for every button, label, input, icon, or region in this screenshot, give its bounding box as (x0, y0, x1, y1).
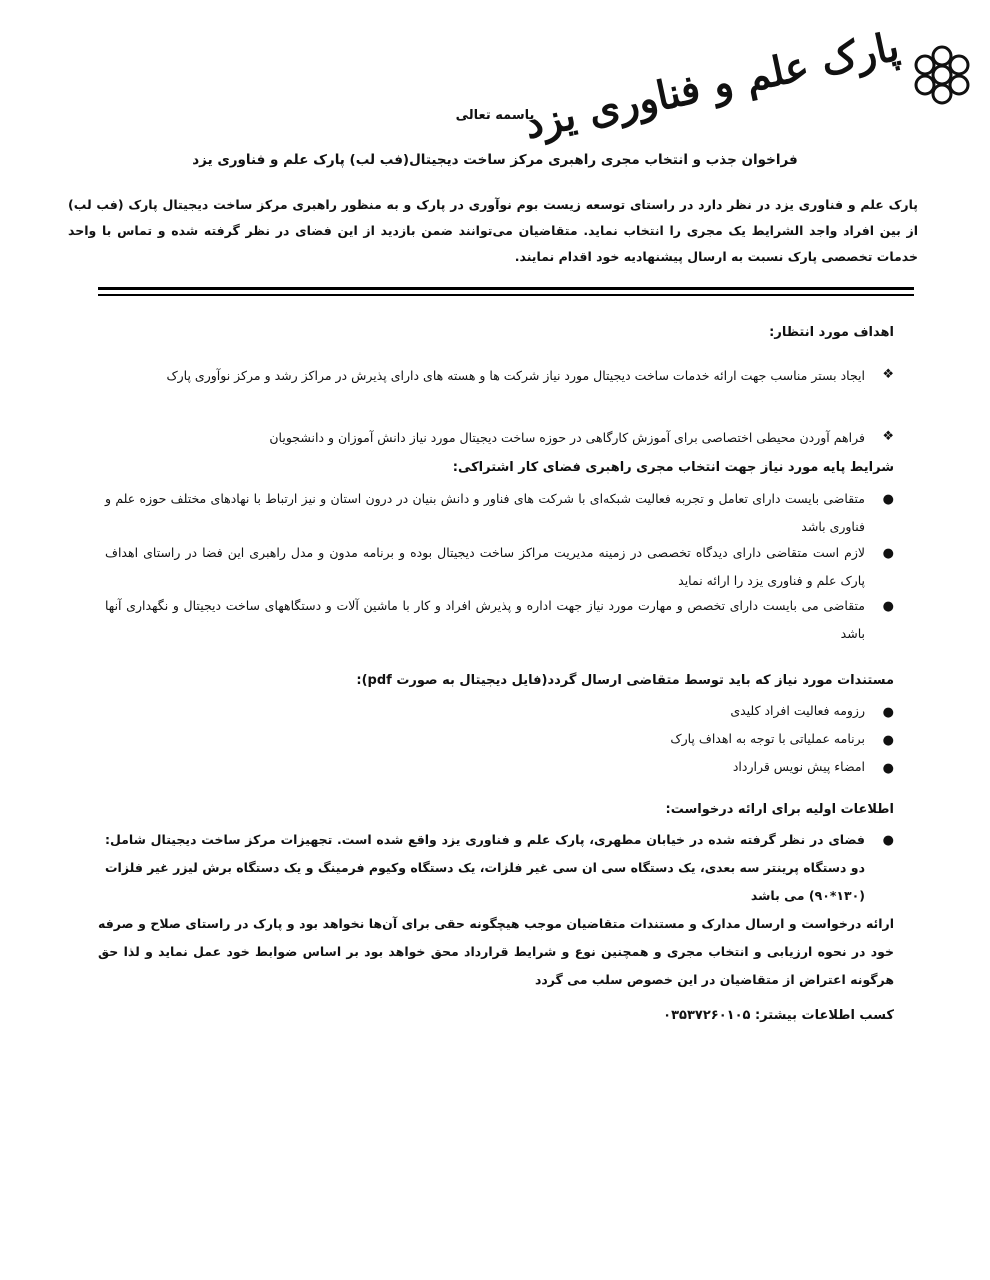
goals-heading: اهداف مورد انتظار: (769, 325, 894, 340)
dot-bullet-icon: ● (882, 833, 894, 848)
condition-item: متقاضی بایست دارای تعامل و تجربه فعالیت شبکه‌ای با شرکت های فناور و دانش بنیان در درون استان و نیز ارتباط با نهادهای مختلف حوزه علم و فناوری باشد (105, 491, 865, 534)
conditions-heading: شرایط پایه مورد نیاز جهت انتخاب مجری راهبری فضای کار اشتراکی: (452, 460, 894, 475)
goal-item: ایجاد بستر مناسب جهت ارائه خدمات ساخت دیجیتال مورد نیاز شرکت ها و هسته های دارای پذیرش در مراکز رشد و مرکز نوآوری پارک (166, 368, 865, 383)
divider-thin (98, 294, 914, 296)
flower-logo-icon (909, 42, 975, 108)
dot-bullet-icon: ● (882, 599, 894, 614)
dot-bullet-icon: ● (882, 705, 894, 720)
document-item: رزومه فعالیت افراد کلیدی (730, 703, 865, 718)
info-item: فضای در نظر گرفته شده در خیابان مطهری، پارک علم و فناوری یزد واقع شده است. تجهیزات مرکز ساخت دیجیتال شامل: دو دستگاه پرینتر سه بعدی، یک دستگاه سی ان سی غیر فلزات، یک دستگاه وکیوم فرمینگ و یک دستگاه برش لیزر غیر فلزات (۱۳۰*۹۰) می باشد (105, 832, 865, 903)
goal-item: فراهم آوردن محیطی اختصاصی برای آموزش کارگاهی در حوزه ساخت دیجیتال مورد نیاز دانش آموزان و دانشجویان (269, 430, 865, 445)
bismillah: باسمه تعالی (455, 108, 535, 123)
dot-bullet-icon: ● (882, 733, 894, 748)
document-item: امضاء پیش نویس قرارداد (732, 759, 865, 774)
info-heading: اطلاعات اولیه برای ارائه درخواست: (665, 802, 894, 817)
diamond-bullet-icon: ❖ (882, 429, 894, 444)
dot-bullet-icon: ● (882, 546, 894, 561)
condition-item: لازم است متقاضی دارای دیدگاه تخصصی در زمینه مدیریت مراکز ساخت دیجیتال بوده و برنامه مدون و مدل راهبری این فضا در راستای اهداف پارک علم و فناوری یزد را ارائه نماید (105, 545, 865, 588)
dot-bullet-icon: ● (882, 492, 894, 507)
document-item: برنامه عملیاتی با توجه به اهداف پارک (670, 731, 865, 746)
closing-paragraph: ارائه درخواست و ارسال مدارک و مستندات متقاضیان موجب هیچگونه حقی برای آن‌ها نخواهد بود و پارک در راستای صلاح و صرفه خود در نحوه ارزیابی و انتخاب مجری و همچنین نوع و شرایط قرارداد محق خواهد بود بر اساس ضوابط خود عمل نماید و لذا حق هرگونه اعتراض از متقاضیان در این خصوص سلب می گردد (98, 916, 894, 987)
contact-info: کسب اطلاعات بیشتر: ۰۳۵۳۷۲۶۰۱۰۵ (663, 1008, 894, 1023)
diamond-bullet-icon: ❖ (882, 367, 894, 382)
condition-item: متقاضی می بایست دارای تخصص و مهارت مورد نیاز جهت اداره و پذیرش افراد و کار با ماشین آلات و دستگاههای ساخت دیجیتال و نگهداری آنها باشد (105, 598, 865, 641)
dot-bullet-icon: ● (882, 761, 894, 776)
documents-heading: مستندات مورد نیاز که باید توسط متقاضی ارسال گردد(فایل دیجیتال به صورت pdf): (356, 673, 894, 688)
intro-paragraph: پارک علم و فناوری یزد در نظر دارد در راستای توسعه زیست بوم نوآوری در پارک و به منظور راهبری مرکز ساخت دیجیتال پارک (فب لب) از بین افراد واجد الشرایط یک مجری را انتخاب نماید. متقاضیان می‌توانند ضمن بازدید از این فضای در نظر گرفته شده و تماس با واحد خدمات تخصصی پارک نسبت به ارسال پیشنهادیه خود اقدام نمایند. (68, 197, 918, 264)
divider-thick (98, 287, 914, 290)
page-title: فراخوان جذب و انتخاب مجری راهبری مرکز ساخت دیجیتال(فب لب) پارک علم و فناوری یزد (192, 152, 798, 168)
logo-text: پارک علم و فناوری یزد (520, 22, 904, 149)
